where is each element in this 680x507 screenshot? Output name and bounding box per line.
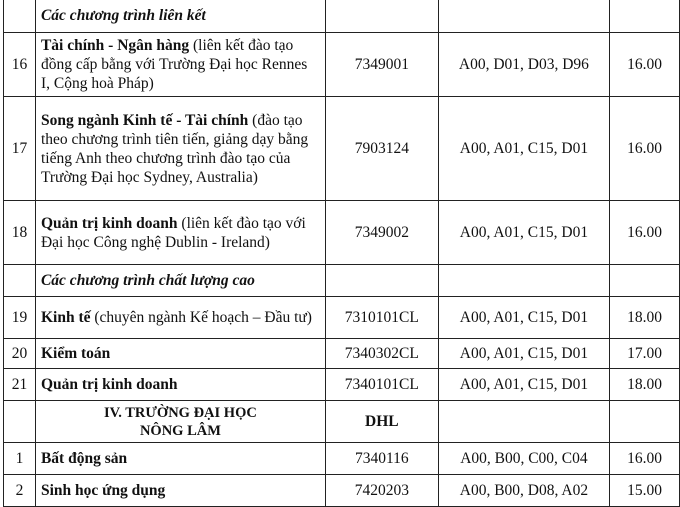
subject-combination: A00, B00, D08, A02: [438, 475, 609, 507]
subject-combination: A00, A01, C15, D01: [438, 297, 609, 339]
section-row: [4, 0, 680, 33]
program-name: Tài chính - Ngân hàng (liên kết đào tạo đồng cấp bằng với Trường Đại học Rennes I, Cộng hoà Pháp): [35, 33, 325, 97]
cutoff-score: 16.00: [610, 97, 680, 201]
table-row: [4, 369, 680, 401]
program-code: 7340116: [325, 443, 438, 475]
table-row: [4, 339, 680, 369]
row-number: 21: [4, 369, 36, 401]
row-number: 19: [4, 297, 36, 339]
cutoff-score: 17.00: [610, 339, 680, 369]
cutoff-score: 16.00: [610, 443, 680, 475]
program-code: 7310101CL: [325, 297, 438, 339]
table-row: [4, 201, 680, 265]
subject-combination: A00, A01, C15, D01: [438, 339, 609, 369]
program-name: Song ngành Kinh tế - Tài chính (đào tạo theo chương trình tiên tiến, giảng dạy bằng tiếng Anh theo chương trình đào tạo của Trường Đại học Sydney, Australia): [35, 97, 325, 201]
subject-combination: A00, B00, C00, C04: [438, 443, 609, 475]
subject-combination: A00, A01, C15, D01: [438, 97, 609, 201]
section-row: [4, 265, 680, 297]
cutoff-score: 18.00: [610, 369, 680, 401]
program-code: 7349001: [325, 33, 438, 97]
table-row: [4, 475, 680, 507]
row-number: 18: [4, 201, 36, 265]
table-row: [4, 97, 680, 201]
section-title: Các chương trình chất lượng cao: [35, 265, 325, 297]
cutoff-score: 15.00: [610, 475, 680, 507]
program-name: Quản trị kinh doanh: [35, 369, 325, 401]
subject-combination: A00, A01, C15, D01: [438, 369, 609, 401]
program-name: Kinh tế (chuyên ngành Kế hoạch – Đầu tư): [35, 297, 325, 339]
cutoff-score: 16.00: [610, 33, 680, 97]
row-number: 1: [4, 443, 36, 475]
table-row: [4, 33, 680, 97]
program-code: 7349002: [325, 201, 438, 265]
program-code: 7903124: [325, 97, 438, 201]
subject-combination: A00, D01, D03, D96: [438, 33, 609, 97]
program-name: Quản trị kinh doanh (liên kết đào tạo với Đại học Công nghệ Dublin - Ireland): [35, 201, 325, 265]
cutoff-score: 18.00: [610, 297, 680, 339]
university-name: IV. TRƯỜNG ĐẠI HỌC NÔNG LÂM: [35, 401, 325, 443]
program-code: 7420203: [325, 475, 438, 507]
row-number: 16: [4, 33, 36, 97]
row-number: 17: [4, 97, 36, 201]
table-row: [4, 297, 680, 339]
program-name: Bất động sản: [35, 443, 325, 475]
program-name: Kiểm toán: [35, 339, 325, 369]
university-header-row: [4, 401, 680, 443]
university-code: DHL: [325, 401, 438, 443]
row-number: 2: [4, 475, 36, 507]
program-code: 7340302CL: [325, 339, 438, 369]
table-row: [4, 443, 680, 475]
program-code: 7340101CL: [325, 369, 438, 401]
program-name: Sinh học ứng dụng: [35, 475, 325, 507]
section-title: Các chương trình liên kết: [35, 0, 325, 33]
cutoff-score: 16.00: [610, 201, 680, 265]
row-number: 20: [4, 339, 36, 369]
subject-combination: A00, A01, C15, D01: [438, 201, 609, 265]
admission-table: [3, 0, 680, 507]
